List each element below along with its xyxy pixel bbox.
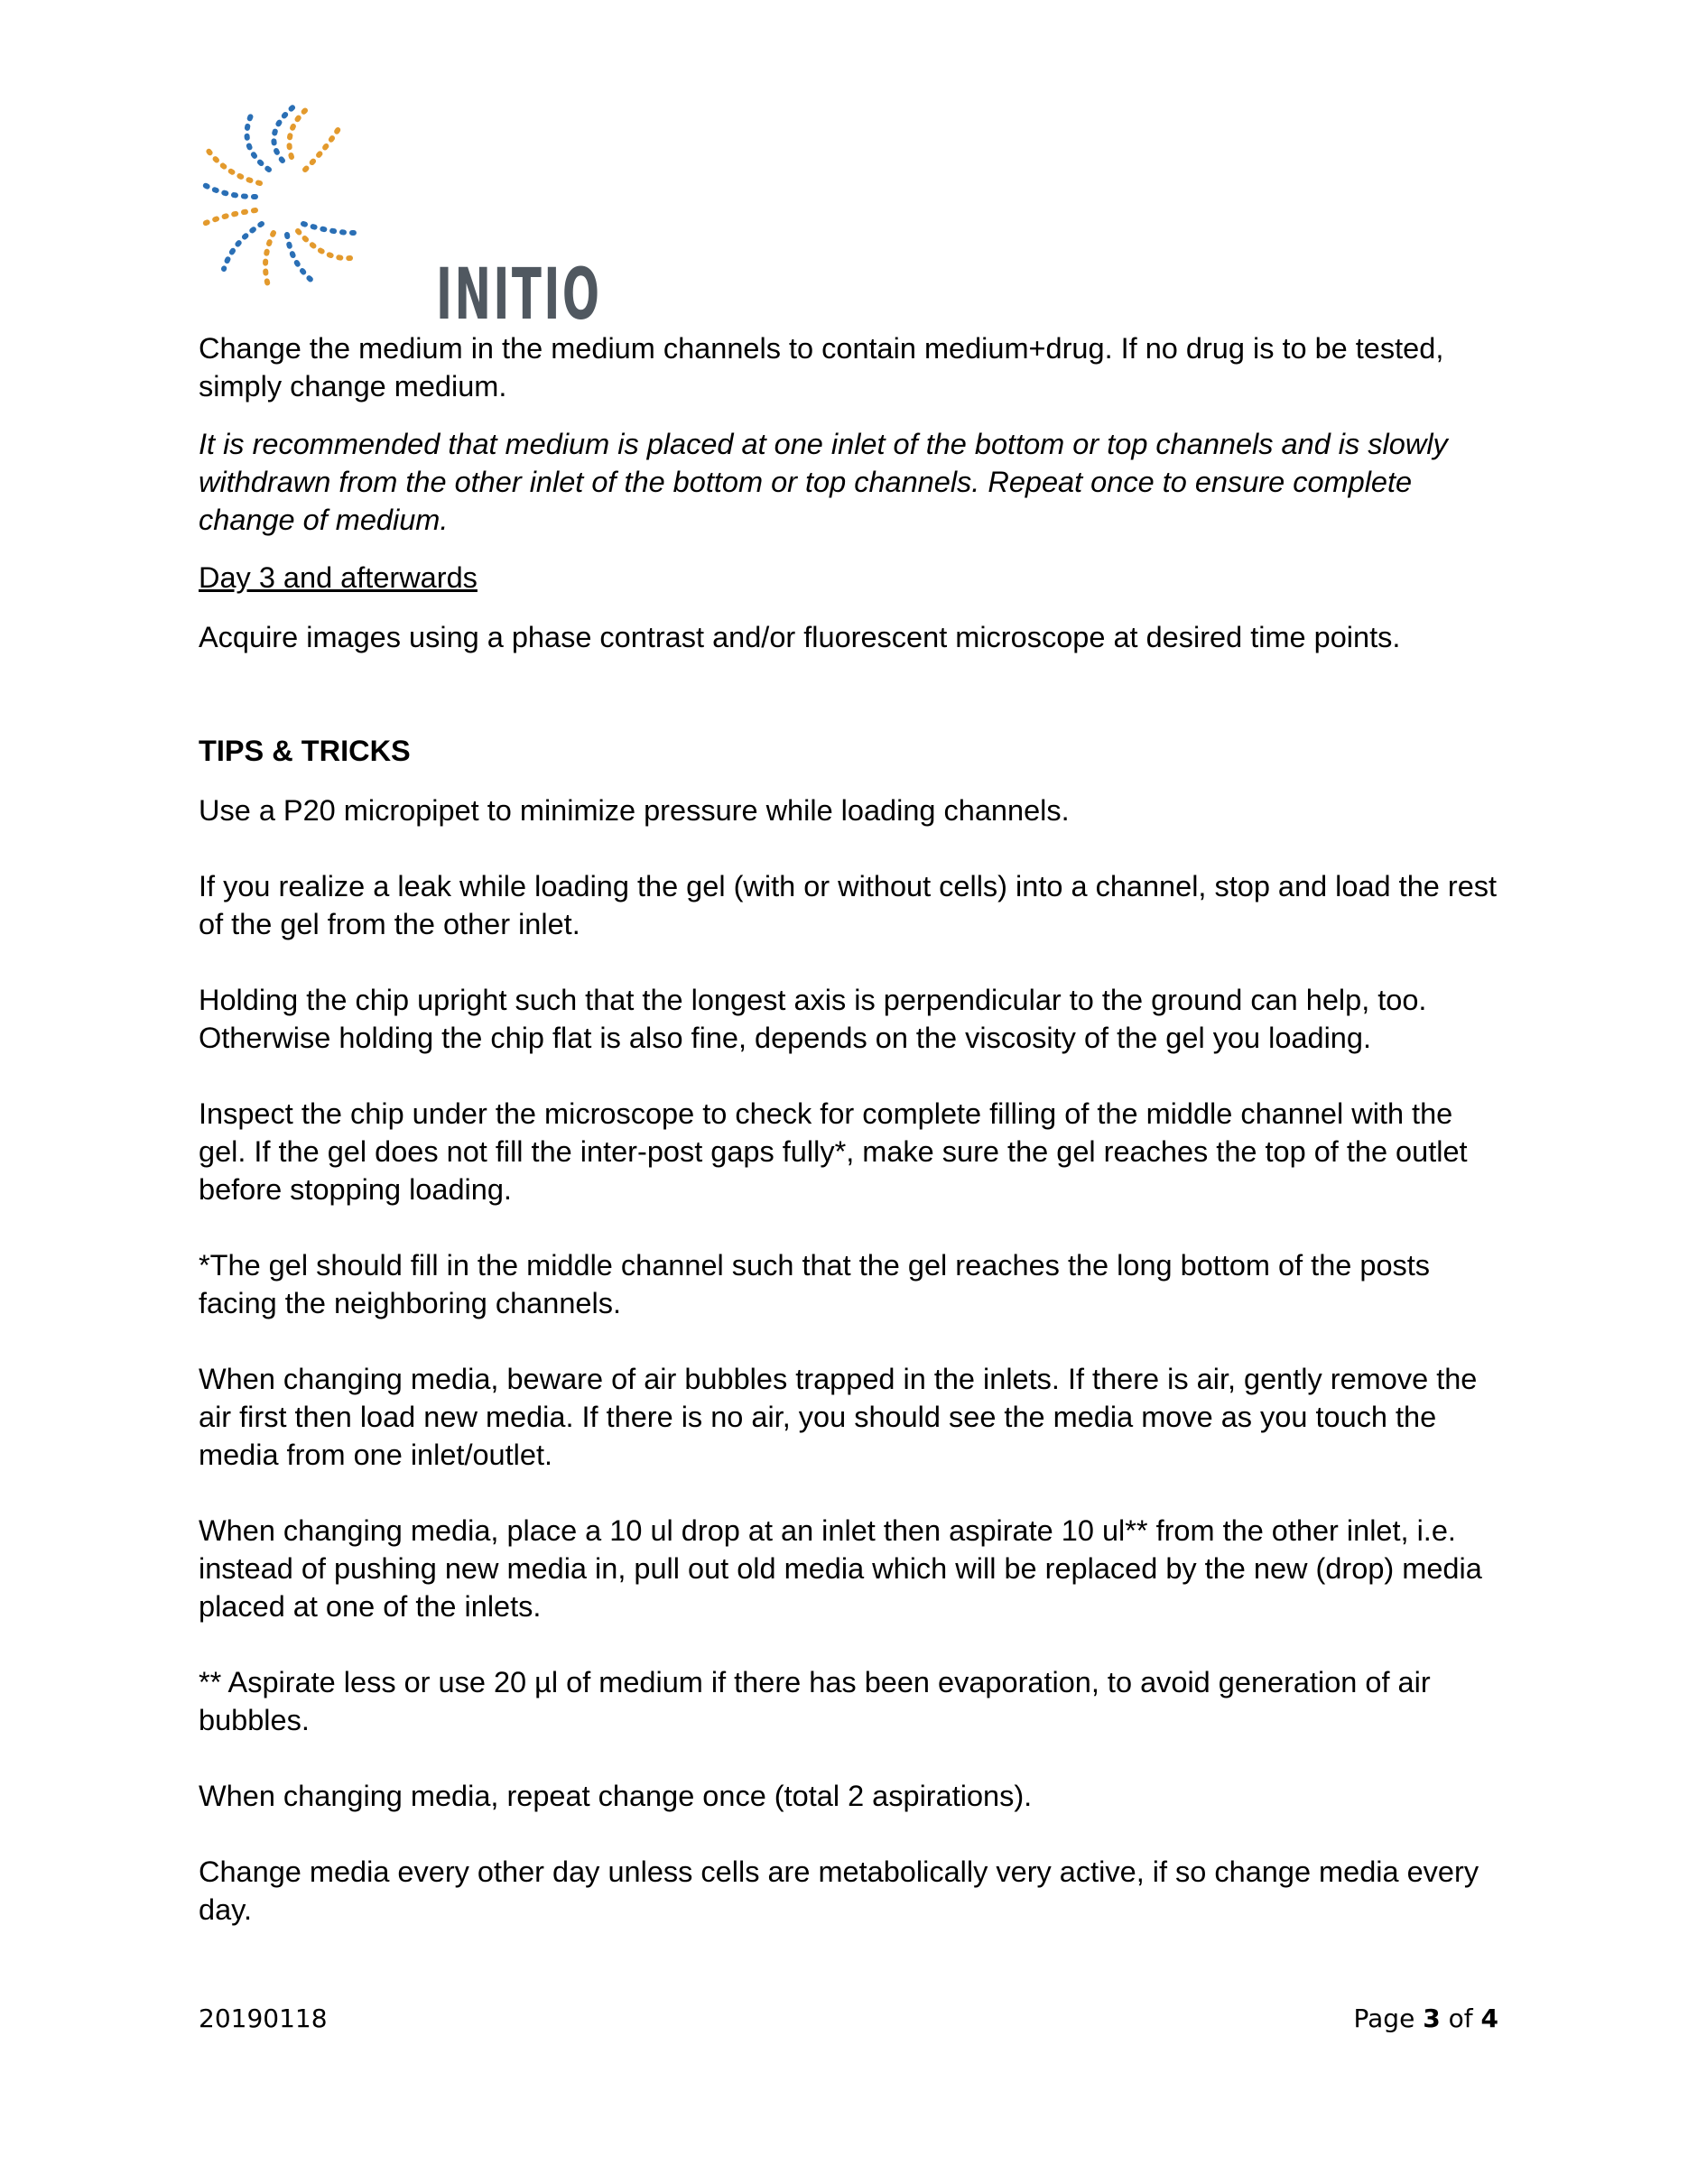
- document-body: [199, 329, 1498, 1967]
- section-heading-day3: Day 3 and afterwards: [199, 561, 478, 594]
- tip-item: When changing media, beware of air bubbles trapped in the inlets. If there is air, gently remove the air first then load new media. If there is no air, you should see the media move as you touch the media from one inlet/outlet.: [199, 1363, 1478, 1471]
- footer-page-number: [1354, 2004, 1498, 2033]
- tip-item: If you realize a leak while loading the gel (with or without cells) into a channel, stop and load the rest of the gel from the other inlet.: [199, 870, 1498, 940]
- paragraph-acquire-images: Acquire images using a phase contrast and/or fluorescent microscope at desired time points.: [199, 621, 1401, 653]
- paragraph-change-medium: Change the medium in the medium channels to contain medium+drug. If no drug is to be tested, simply change medium.: [199, 332, 1444, 403]
- tip-item: Inspect the chip under the microscope to check for complete filling of the middle channel with the gel. If the gel does not fill the inter-post gaps fully*, make sure the gel reaches the top of the outlet before stopping loading.: [199, 1097, 1468, 1206]
- footer-date: 20190118: [199, 2004, 328, 2033]
- page-current: 3: [1423, 2004, 1441, 2033]
- paragraph-recommendation: It is recommended that medium is placed at one inlet of the bottom or top channels and is slowly withdrawn from the other inlet of the bottom or top channels. Repeat once to ensure complete change of medium.: [199, 428, 1448, 536]
- tip-item: ** Aspirate less or use 20 µl of medium if there has been evaporation, to avoid generation of air bubbles.: [199, 1666, 1431, 1736]
- initio-logo: [197, 97, 602, 336]
- tips-heading: TIPS & TRICKS: [199, 735, 411, 767]
- tip-item: Change media every other day unless cells are metabolically very active, if so change media every day.: [199, 1855, 1479, 1926]
- logo-wordmark: INITIO: [436, 254, 602, 336]
- tip-item: Holding the chip upright such that the longest axis is perpendicular to the ground can help, too. Otherwise holding the chip flat is also fine, depends on the viscosity of the gel you loading.: [199, 984, 1427, 1054]
- tip-item: Use a P20 micropipet to minimize pressure while loading channels.: [199, 794, 1070, 827]
- tip-item: *The gel should fill in the middle channel such that the gel reaches the long bottom of the posts facing the neighboring channels.: [199, 1249, 1431, 1319]
- page-total: 4: [1480, 2004, 1498, 2033]
- of-word: of: [1448, 2004, 1473, 2033]
- page-word: Page: [1353, 2004, 1415, 2033]
- tip-item: When changing media, repeat change once (total 2 aspirations).: [199, 1780, 1033, 1812]
- sunburst-icon: [197, 97, 422, 296]
- tip-item: When changing media, place a 10 ul drop at an inlet then aspirate 10 ul** from the other inlet, i.e. instead of pushing new media in, pull out old media which will be replaced by the new (drop) media placed at one of the inlets.: [199, 1514, 1482, 1623]
